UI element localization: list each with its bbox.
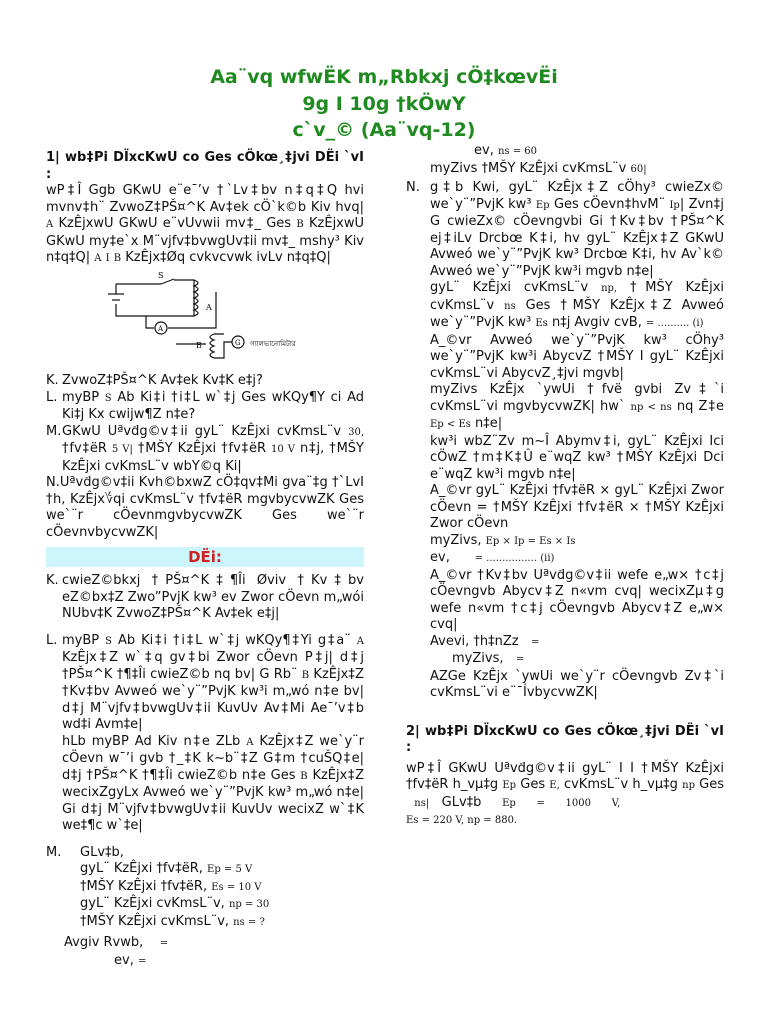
answer-n-eq-2: ev, = ................ (ii) xyxy=(430,550,555,565)
answer-n-eq-3: Avevi, †h‡nZz = xyxy=(430,633,540,649)
question-2-stem: wP‡Î GKwU Uªv݇dg©v‡ii gyL¨ I I †MŠY KzÊjxi †fv‡ëR h_vµ‡g Ep Ges E, cvKmsL¨v h_vµ‡g np Ges ns| GLv‡b Ep = 1000 V, Es = 220 V, np = 880. xyxy=(406,760,725,826)
coil-b-label: B xyxy=(196,340,202,350)
answer-m-given-3: gyL¨ KzÊjxi cvKmsL¨v, np = 30 xyxy=(80,896,270,911)
galvanometer-caption: গ্যালভানোমিটার xyxy=(250,339,296,348)
left-column xyxy=(46,150,364,970)
header-line-3: c`v_© (Aa¨vq-12) xyxy=(292,119,476,141)
answer-n: N. g‡b Kwi, gyL¨ KzÊjx‡Z cÖhy³ cwieZx© we`y¨”PvjK kw³ Ep Ges cÖevn‡hvM¨ Ip| Zvn‡j G cwieZx© cÖevngvbi Gi †Kv‡bv †PŠ¤^K ej‡iLv Drcbœ K‡i, hv gyL¨ KzÊjx‡Z GKwU Avweó we`y¨”PvjK kw³ Drcbœ K‡i, hv Av`k© Avweó we`y¨”PvjK kw³i mgvb n‡e| xyxy=(406,180,725,279)
question-1-heading: 1| wb‡Pi DÏxcKwU co Ges cÖkœ¸‡jvi DËi `vI : xyxy=(46,150,364,182)
header-line-1: Aa¨vq wfwËK m„Rbkxj cÖ‡kœvËi xyxy=(210,66,558,88)
transformer-circuit-diagram xyxy=(46,272,364,364)
question-1-m: M. GKwU Uªv݇dg©v‡ii gyL¨ KzÊjxi cvKmsL¨v 30, †fv‡ëR 5 V| †MŠY KzÊjxi †fv‡ëR 10 V n‡j, †MŠY KzÊjxi cvKmsL¨v wbY©q Ki| xyxy=(46,423,364,474)
question-1-k: K. ZvwoZ‡PŠ¤^K Av‡ek Kv‡K e‡j? xyxy=(46,373,263,388)
question-2-heading: 2| wb‡Pi DÏxcKwU co Ges cÖkœ¸‡jvi DËi `vI : xyxy=(406,723,724,755)
switch-label: S xyxy=(158,271,164,280)
header-line-2: 9g I 10g †kÖwY xyxy=(302,93,466,115)
right-column xyxy=(406,143,724,830)
answer-m-ev-result: ev, ns = 60 xyxy=(474,143,538,158)
answer-n-eq-1: myZivs, Ep × Ip = Es × Is xyxy=(430,532,576,548)
answer-m-we-know: Avgiv Rvwb, = xyxy=(64,935,169,950)
coil-a-label: A xyxy=(206,302,212,312)
answer-n-eq-4: myZivs, = xyxy=(452,651,525,666)
answer-n-para-4: myZivs KzÊjx `ywUi †fvë gvbi Zv‡`i cvKmsL¨vi mgvbycvwZK| hw` np < ns nq Z‡e Ep < Es n‡e| xyxy=(430,382,724,431)
answer-n-para-5: kw³i wbZ¨Zv m~Î Abymv‡i, gyL¨ KzÊjxi Ici cÖwZ †m‡K‡Û e¨wqZ kw³ †MŠY KzÊjxi Dci e¨wqZ kw³i mgvb n‡e| xyxy=(430,433,724,482)
answer-m-given-4: †MŠY KzÊjxi cvKmsL¨v, ns = ? xyxy=(80,913,265,929)
answer-n-para-2: gyL¨ KzÊjxi cvKmsL¨v np, †MŠY KzÊjxi cvKmsL¨v ns Ges †MŠY KzÊjx‡Z Avweó we`y¨”PvjK kw³ Es n‡j Avgiv cvB, = .......... (i) xyxy=(430,280,725,330)
answer-m: M. GLv‡b, xyxy=(46,844,124,860)
answer-n-para-6: A_©vr gyL¨ KzÊjxi †fv‡ëR × gyL¨ KzÊjxi Zwor cÖevn = †MŠY KzÊjxi †fv‡ëR × †MŠY KzÊjxi Zwor cÖevn xyxy=(430,483,724,531)
answer-m-ev: ev, = xyxy=(114,952,147,968)
answer-k: K. cwieZ©bkxj †PŠ¤^K‡¶Îi Øviv †Kv‡bv eZ©bx‡Z Zwo”PvjK kw³ ev Zwor cÖevn m„wói NUbv‡K ZvwoZ‡PŠ¤^K Av‡ek e‡j| xyxy=(46,573,364,621)
question-1-stem: wP‡Î Ggb GKwU e¨e¯’v †`Lv‡bv n‡q‡Q hvi mvnv‡h¨ ZvwoZ‡PŠ¤^K Av‡ek cÖ`k©b Kiv hvq| A KzÊjxwU GKwU e¨vUvwii mv‡_ Ges B KzÊjxwU GKwU my‡e`x M¨vjfv‡bvwgUv‡ii mv‡_ mshy³ Kiv n‡q‡Q| A I B KzÊjx‡Øq cvkvcvwk ivLv n‡q‡Q| xyxy=(46,183,365,265)
question-1-l: L. myBP S Ab Ki‡i †i‡L w`‡j Ges wKQy¶Y ci Ad Ki‡j Kx cwijw¶Z n‡e? xyxy=(46,389,364,422)
answer-n-para-9: A_©vr †Kv‡bv Uªv݇dg©v‡ii wefe e„w× †c‡j cÖevngvb Abycv‡Z n«vm cvq| wecixZµ‡g wefe n«vm †c‡j cÖevngvb Abycv‡Z e„w× cvq| xyxy=(430,567,724,632)
answer-n-para-12: AZGe KzÊjx `ywUi we`y¨r cÖevngvb Zv‡`i cvKmsL¨vi e¨¯ÍvbycvwZK| xyxy=(430,668,724,700)
question-1-n: N.Uªv݇dg©v‡ii Kvh©bxwZ cÖ‡qv‡Mi gva¨‡g †`LvI †h, KzÊjx؇qi cvKmsL¨v †fv‡ëR mgvbycvwZK Ges we`¨r cÖevnmgvbycvwZK Ges we`¨r cÖevnvbycvwZK| xyxy=(46,475,364,540)
answer-n-para-3: A_©vr Avweó we`y¨”PvjK kw³ cÖhy³ we`y¨”PvjK kw³i AbycvZ †MŠY I gyL¨ KzÊjxi cvKmsL¨vi AbycvZ¸‡jvi mgvb| xyxy=(430,332,724,381)
answer-l: L. myBP S Ab Ki‡i †i‡L w`‡j wKQy¶‡Yi g‡a¨ A KzÊjx‡Z w`‡q gv‡bi Zwor cÖevn P‡j| d‡j †PŠ¤^K †¶‡Îi cwieZ©b nq bv| G Rb¨ B KzÊjx‡Z †Kv‡bv Avweó we`y¨”PvjK kw³i m„wó n‡e bv| d‡j M¨vjfv‡bvwgUv‡ii KuvUv Av‡Mi Ae¯’v‡b wd‡i Avm‡e| hLb myBP Ad Kiv n‡e ZLb A KzÊjx‡Z we`y¨r cÖevn w¯’i gvb †_‡K k~b¨‡Z G‡m †cuŠQ‡e| d‡j †PŠ¤^K †¶‡Îi cwieZ©b n‡e Ges B KzÊjx‡Z wecixZgyLx Avweó we`y¨”PvjK kw³ m„wó n‡e| Gi d‡j M¨vjfv‡bvwgUv‡ii KuvUv wecixZ w`‡K we‡¶c w`‡e| xyxy=(46,632,364,833)
answer-m-given-2: †MŠY KzÊjxi †fv‡ëR, Es = 10 V xyxy=(80,878,262,894)
answer-m-conclusion: myZivs †MŠY KzÊjxi cvKmsL¨v 60| xyxy=(430,160,647,176)
ammeter-label: A xyxy=(158,324,164,333)
galvanometer-symbol: G xyxy=(235,338,241,347)
answer-m-given-1: gyL¨ KzÊjxi †fv‡ëR, Ep = 5 V xyxy=(80,861,253,876)
answer-label: DËi: xyxy=(46,547,364,567)
